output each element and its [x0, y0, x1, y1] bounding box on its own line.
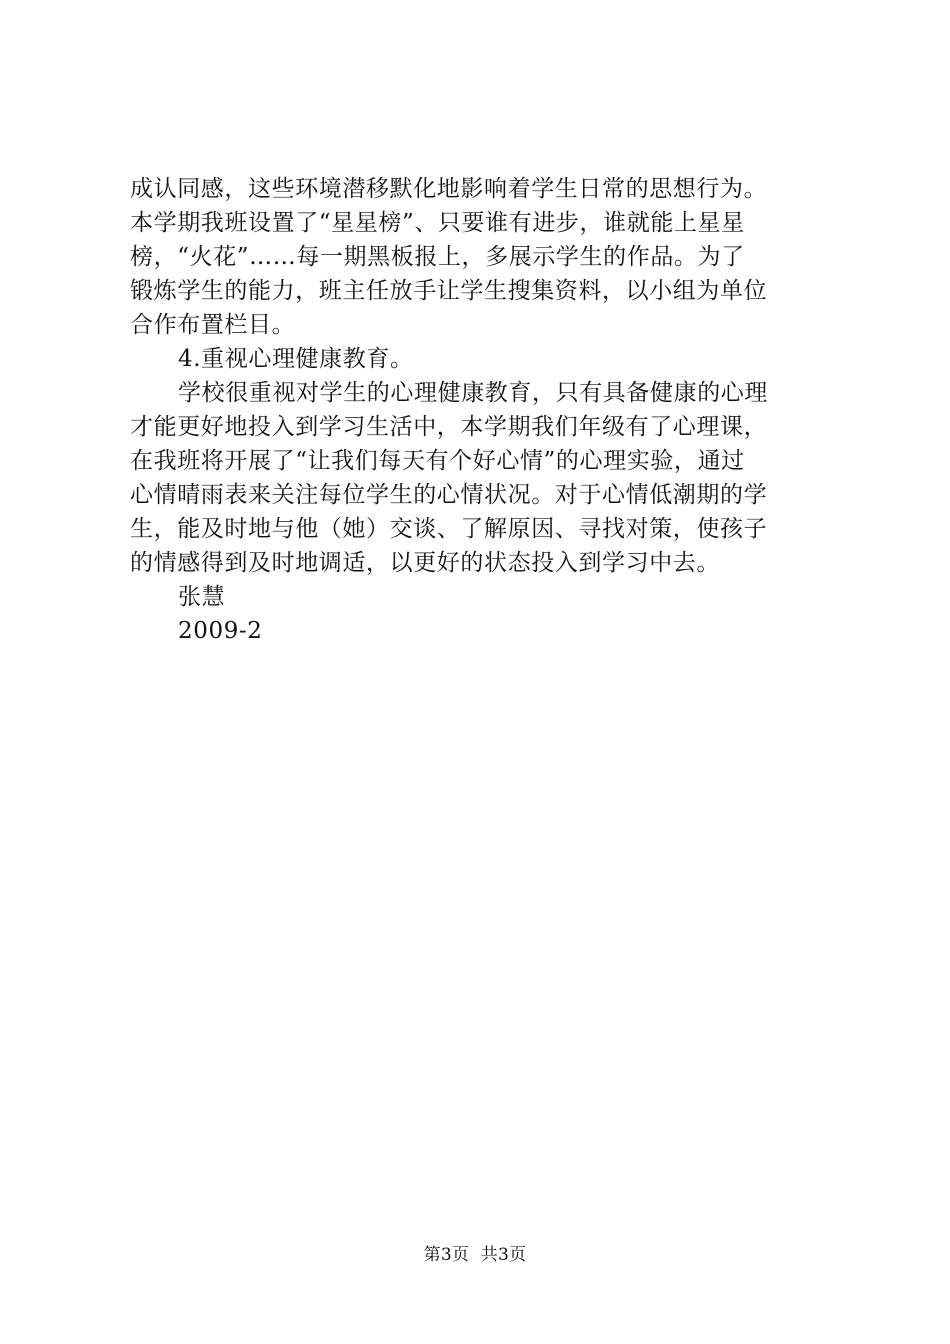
document-body — [130, 172, 830, 648]
page-footer — [0, 1244, 950, 1266]
body-line: 学校很重视对学生的心理健康教育，只有具备健康的心理 — [178, 380, 768, 406]
body-line: 的情感得到及时地调适，以更好的状态投入到学习中去。 — [130, 550, 720, 576]
body-line: 生，能及时地与他（她）交谈、了解原因、寻找对策，使孩子 — [130, 516, 768, 542]
body-line: 合作布置栏目。 — [130, 312, 296, 338]
page-number-label: 第3页 共3页 — [423, 1245, 527, 1265]
document-date: 2009-2 — [178, 618, 263, 644]
body-line: 本学期我班设置了“星星榜”、只要谁有进步，谁就能上星星 — [130, 210, 745, 236]
body-line: 才能更好地投入到学习生活中，本学期我们年级有了心理课， — [130, 414, 768, 440]
body-line: 在我班将开展了“让我们每天有个好心情”的心理实验，通过 — [130, 448, 745, 474]
body-line: 心情晴雨表来关注每位学生的心情状况。对于心情低潮期的学 — [130, 482, 768, 508]
body-line: 成认同感，这些环境潜移默化地影响着学生日常的思想行为。 — [130, 176, 768, 202]
body-line: 榜，“火花”……每一期黑板报上，多展示学生的作品。为了 — [130, 244, 745, 270]
body-line: 锻炼学生的能力，班主任放手让学生搜集资料，以小组为单位 — [130, 278, 768, 304]
author-name: 张慧 — [178, 584, 226, 610]
section-heading: 4.重视心理健康教育。 — [178, 346, 414, 372]
